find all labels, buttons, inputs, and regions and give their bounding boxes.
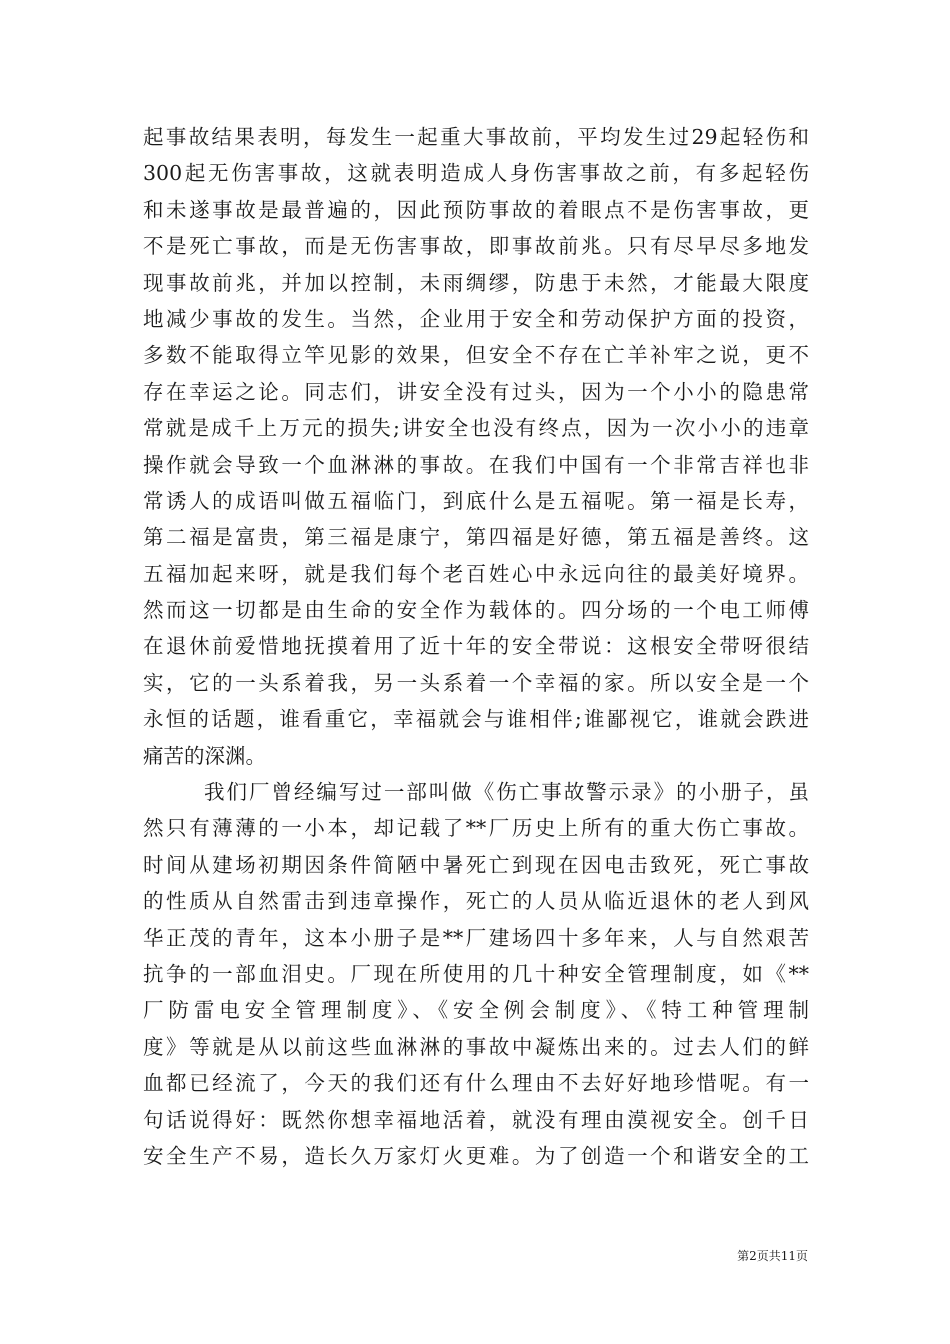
text-line: 起事故结果表明，每发生一起重大事故前，平均发生过29起轻伤和	[143, 125, 809, 149]
text-line: 五福加起来呀，就是我们每个老百姓心中永远向往的最美好境界。	[143, 561, 809, 586]
text-line: 痛苦的深渊。	[143, 743, 266, 768]
text-line: 血都已经流了，今天的我们还有什么理由不去好好地珍惜呢。有一	[143, 1071, 809, 1096]
text-line: 句话说得好：既然你想幸福地活着，就没有理由漠视安全。创千日	[143, 1107, 809, 1132]
text-line: 多数不能取得立竿见影的效果，但安全不存在亡羊补牢之说，更不	[143, 343, 809, 368]
text-line: 厂防雷电安全管理制度》、《安全例会制度》、《特工种管理制	[143, 998, 809, 1023]
text-line: 永恒的话题，谁看重它，幸福就会与谁相伴;谁鄙视它，谁就会跌进	[143, 707, 809, 732]
text-line: 地减少事故的发生。当然，企业用于安全和劳动保护方面的投资，	[143, 306, 809, 331]
text-line: 操作就会导致一个血淋淋的事故。在我们中国有一个非常吉祥也非	[143, 452, 809, 477]
text-line: 的性质从自然雷击到违章操作，死亡的人员从临近退休的老人到风	[143, 889, 809, 914]
page-number: 第2页共11页	[737, 1249, 808, 1263]
text-line: 抗争的一部血泪史。厂现在所使用的几十种安全管理制度，如《**	[143, 961, 809, 986]
text-line: 时间从建场初期因条件简陋中暑死亡到现在因电击致死，死亡事故	[143, 852, 809, 877]
text-line: 然只有薄薄的一小本，却记载了**厂历史上所有的重大伤亡事故。	[143, 816, 809, 841]
text-line: 我们厂曾经编写过一部叫做《伤亡事故警示录》的小册子，虽	[204, 780, 809, 805]
text-line: 度》等就是从以前这些血淋淋的事故中凝炼出来的。过去人们的鲜	[143, 1034, 809, 1059]
text-line: 常就是成千上万元的损失;讲安全也没有终点，因为一次小小的违章	[143, 416, 809, 441]
text-line: 第二福是富贵，第三福是康宁，第四福是好德，第五福是善终。这	[143, 525, 809, 550]
text-line: 在退休前爱惜地抚摸着用了近十年的安全带说：这根安全带呀很结	[143, 634, 809, 659]
text-line: 存在幸运之论。同志们，讲安全没有过头，因为一个小小的隐患常	[143, 379, 809, 404]
text-line: 实，它的一头系着我，另一头系着一个幸福的家。所以安全是一个	[143, 670, 809, 695]
text-line: 现事故前兆，并加以控制，未雨绸缪，防患于未然，才能最大限度	[143, 270, 809, 295]
text-line: 华正茂的青年，这本小册子是**厂建场四十多年来，人与自然艰苦	[143, 925, 809, 950]
text-line: 常诱人的成语叫做五福临门，到底什么是五福呢。第一福是长寿，	[143, 488, 809, 513]
text-line: 不是死亡事故，而是无伤害事故，即事故前兆。只有尽早尽多地发	[143, 234, 809, 259]
text-line: 然而这一切都是由生命的安全作为载体的。四分场的一个电工师傅	[143, 598, 809, 623]
text-line: 安全生产不易，造长久万家灯火更难。为了创造一个和谐安全的工	[143, 1143, 809, 1168]
text-line: 300起无伤害事故，这就表明造成人身伤害事故之前，有多起轻伤	[143, 161, 809, 186]
body-text	[143, 119, 809, 1174]
text-line: 和未遂事故是最普遍的，因此预防事故的着眼点不是伤害事故，更	[143, 197, 809, 222]
